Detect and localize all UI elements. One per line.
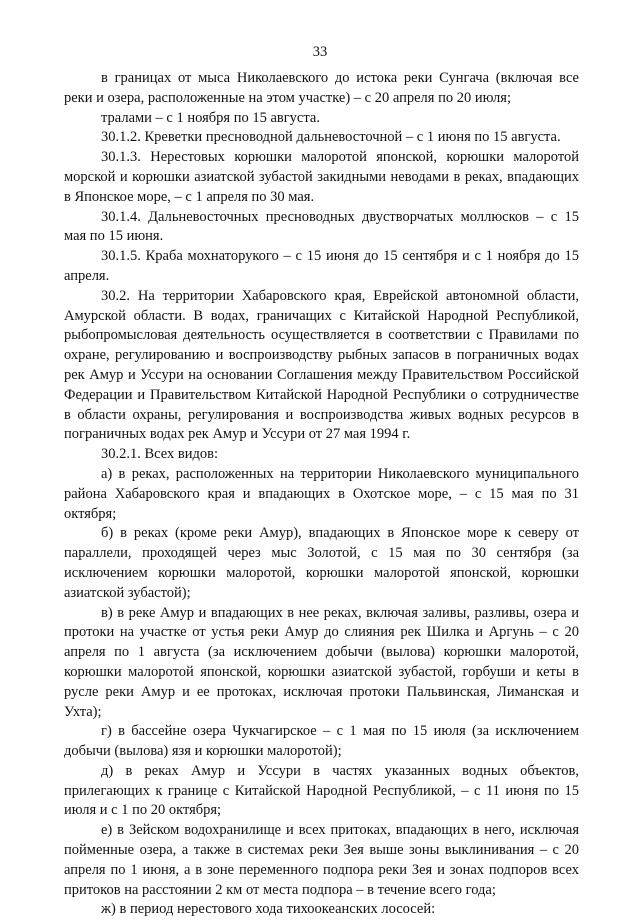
paragraph: 30.2.1. Всех видов: [101,446,219,463]
paragraph: ж) в период нерестового хода тихоокеанских лососей: [101,901,436,918]
paragraph: 30.1.3. Нерестовых корюшки малоротой японской, корюшки малоротой морской и корюшки азиатской зубастой закидными неводами в реках, впадающих в Японское море, – с 1 апреля по 30 мая. [64,149,579,205]
paragraph: 30.1.2. Креветки пресноводной дальневосточной – с 1 июня по 15 августа. [101,129,561,146]
page-number: 33 [312,44,328,60]
paragraph: в границах от мыса Николаевского до истока реки Сунгача (включая все реки и озера, расположенные на этом участке) – с 20 апреля по 20 июля; [64,70,579,106]
paragraph: д) в реках Амур и Уссури в частях указанных водных объектов, прилегающих к границе с Китайской Народной Республикой, – с 11 июня по 15 июля и с 1 по 20 октября; [64,762,579,819]
paragraph: 30.2. На территории Хабаровского края, Еврейской автономной области, Амурской области. В водах, граничащих с Китайской Народной Республикой, рыбопромысловая деятельность осуществляется в соответствии с Правилами по охране, регулированию и воспроизводству рыбных запасов в пограничных водах рек Амур и Уссури на основании Соглашения между Правительством Российской Федерации и Правительством Китайской Народной Республики о сотрудничестве в области охраны, регулирования и воспроизводства живых водных ресурсов в пограничных водах рек Амур и Уссури от 27 мая 1994 г. [64,287,579,443]
paragraph: в) в реке Амур и впадающих в нее реках, включая заливы, разливы, озера и протоки на участке от устья реки Амур до слияния рек Шилка и Аргунь – с 20 апреля по 1 августа (за исключением добычи (вылова) корюшки малоротой, корюшки малоротой японской, корюшки азиатской зубастой, горбуши и кеты в русле реки Амур и ее протоках, исключая протоки Пальвинская, Лиманская и Ухта); [64,604,579,720]
paragraph: е) в Зейском водохранилище и всех притоках, впадающих в него, исключая пойменные озера, а также в системах реки Зея выше зоны выклинивания – с 20 апреля по 1 июня, а в зоне переменного подпора реки Зея и зонах подпоров всех притоков на расстоянии 2 км от места подпора – в течение всего года; [64,822,579,898]
paragraph: г) в бассейне озера Чукчагирское – с 1 мая по 15 июля (за исключением добычи (вылова) язя и корюшки малоротой); [64,723,579,760]
document-body [64,69,579,920]
paragraph: тралами – с 1 ноября по 15 августа. [101,109,320,126]
paragraph: а) в реках, расположенных на территории Николаевского муниципального района Хабаровского края и впадающих в Охотское море, – с 15 мая по 31 октября; [64,465,579,522]
paragraph: 30.1.5. Краба мохнаторукого – с 15 июня до 15 сентября и с 1 ноября до 15 апреля. [64,248,579,284]
paragraph: б) в реках (кроме реки Амур), впадающих в Японское море к северу от параллели, проходящей через мыс Золотой, с 15 мая по 30 сентября (за исключением корюшки малоротой, корюшки малоротой японской, корюшки азиатской зубастой); [64,525,579,601]
paragraph: 30.1.4. Дальневосточных пресноводных двустворчатых моллюсков – с 15 мая по 15 июня. [64,208,579,245]
